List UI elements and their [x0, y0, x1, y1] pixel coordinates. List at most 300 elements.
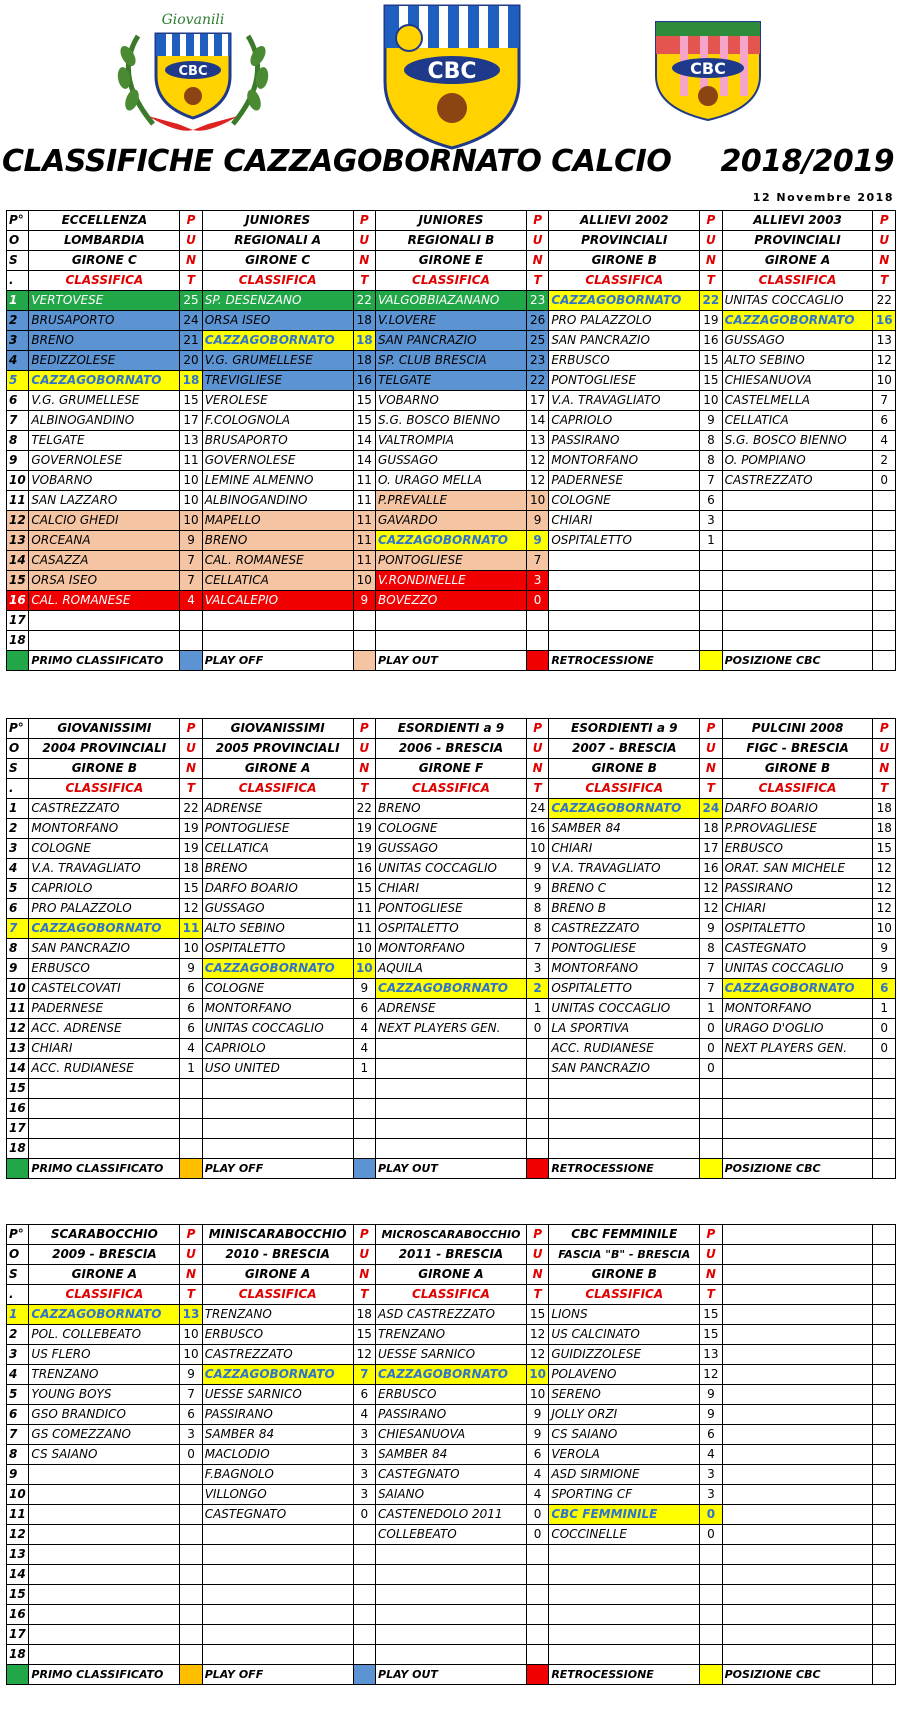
team-name-cell: OSPITALETTO: [376, 919, 527, 939]
position-cell: 10: [7, 979, 29, 999]
points-cell: 22: [526, 371, 548, 391]
team-name-cell: ERBUSCO: [376, 1385, 527, 1405]
points-cell: 9: [873, 939, 896, 959]
table-row: [7, 979, 896, 999]
team-name-cell: SAN PANCRAZIO: [376, 331, 527, 351]
team-name-cell: ERBUSCO: [549, 351, 700, 371]
points-cell: 22: [353, 291, 375, 311]
position-cell: 4: [7, 859, 29, 879]
position-cell: 18: [7, 1139, 29, 1159]
points-cell: [180, 1099, 202, 1119]
table-row: [7, 571, 896, 591]
team-name-cell: CELLATICA: [202, 571, 353, 591]
points-cell: 12: [526, 451, 548, 471]
team-name-cell: [549, 551, 700, 571]
team-name-cell: CAZZAGOBORNATO: [549, 799, 700, 819]
standings-table-1: [6, 210, 896, 671]
team-name-cell: PADERNESE: [29, 999, 180, 1019]
points-cell: 11: [353, 511, 375, 531]
points-cell: [873, 1525, 896, 1545]
points-cell: 18: [180, 859, 202, 879]
team-name-cell: [29, 1505, 180, 1525]
team-name-cell: [29, 1099, 180, 1119]
team-name-cell: [549, 1119, 700, 1139]
header-row: [7, 759, 896, 779]
team-name-cell: [202, 1585, 353, 1605]
team-name-cell: VALCALEPIO: [202, 591, 353, 611]
team-name-cell: [549, 631, 700, 651]
table-row: [7, 1325, 896, 1345]
league-header-cell: [722, 1225, 873, 1245]
table-row: [7, 1585, 896, 1605]
team-name-cell: VILLONGO: [202, 1485, 353, 1505]
team-name-cell: [29, 1079, 180, 1099]
header-index-cell: .: [7, 779, 29, 799]
team-name-cell: P.PROVAGLIESE: [722, 819, 873, 839]
season-label: 2018/2019: [720, 144, 894, 179]
points-cell: 4: [526, 1465, 548, 1485]
points-cell: [353, 1625, 375, 1645]
league-header-cell: REGIONALI B: [376, 231, 527, 251]
points-cell: 4: [700, 1445, 722, 1465]
legend-row: [7, 1665, 896, 1685]
legend-label: POSIZIONE CBC: [722, 651, 873, 671]
points-cell: 7: [180, 551, 202, 571]
points-cell: [180, 1119, 202, 1139]
team-name-cell: BEDIZZOLESE: [29, 351, 180, 371]
points-cell: 3: [700, 1465, 722, 1485]
points-cell: 11: [353, 471, 375, 491]
team-name-cell: [376, 611, 527, 631]
team-name-cell: [549, 1099, 700, 1119]
points-cell: [180, 1465, 202, 1485]
points-cell: 1: [180, 1059, 202, 1079]
points-cell: 18: [353, 311, 375, 331]
team-name-cell: CAZZAGOBORNATO: [29, 371, 180, 391]
position-cell: 12: [7, 1019, 29, 1039]
points-cell: 10: [353, 571, 375, 591]
team-name-cell: [722, 1099, 873, 1119]
team-name-cell: LA SPORTIVA: [549, 1019, 700, 1039]
league-header-cell: GIRONE C: [202, 251, 353, 271]
legend-swatch: [700, 1665, 722, 1685]
table-row: [7, 311, 896, 331]
team-name-cell: ERBUSCO: [29, 959, 180, 979]
table-row: [7, 371, 896, 391]
team-name-cell: ASD CASTREZZATO: [376, 1305, 527, 1325]
header-index-cell: .: [7, 1285, 29, 1305]
legend-swatch: [353, 1665, 375, 1685]
position-cell: 17: [7, 611, 29, 631]
points-cell: 11: [353, 899, 375, 919]
points-header-cell: N: [353, 1265, 375, 1285]
team-name-cell: [376, 1585, 527, 1605]
league-header-cell: GIOVANISSIMI: [29, 719, 180, 739]
points-cell: 9: [180, 1365, 202, 1385]
points-header-cell: U: [700, 739, 722, 759]
points-cell: [700, 1645, 722, 1665]
points-cell: 0: [873, 1039, 896, 1059]
league-header-cell: ECCELLENZA: [29, 211, 180, 231]
points-cell: 0: [700, 1059, 722, 1079]
team-name-cell: GAVARDO: [376, 511, 527, 531]
points-header-cell: P: [353, 211, 375, 231]
points-cell: [353, 1139, 375, 1159]
team-name-cell: [722, 551, 873, 571]
team-name-cell: V.A. TRAVAGLIATO: [549, 391, 700, 411]
team-name-cell: [722, 1345, 873, 1365]
team-name-cell: OSPITALETTO: [202, 939, 353, 959]
points-header-cell: U: [353, 231, 375, 251]
team-name-cell: CHIESANUOVA: [722, 371, 873, 391]
legend-label: RETROCESSIONE: [549, 1159, 700, 1179]
points-cell: [180, 1485, 202, 1505]
team-name-cell: CAL. ROMANESE: [202, 551, 353, 571]
points-header-cell: N: [180, 251, 202, 271]
points-cell: 12: [526, 1325, 548, 1345]
header-row: [7, 1245, 896, 1265]
team-name-cell: [722, 1119, 873, 1139]
cbc-main-logo: [377, 2, 527, 152]
points-cell: 7: [180, 571, 202, 591]
points-cell: [526, 1059, 548, 1079]
team-name-cell: [29, 1605, 180, 1625]
table-row: [7, 1119, 896, 1139]
points-header-cell: P: [180, 1225, 202, 1245]
team-name-cell: [29, 1545, 180, 1565]
points-cell: 0: [526, 591, 548, 611]
points-cell: [180, 631, 202, 651]
team-name-cell: DARFO BOARIO: [722, 799, 873, 819]
points-header-cell: P: [180, 211, 202, 231]
team-name-cell: MONTORFANO: [202, 999, 353, 1019]
table-row: [7, 451, 896, 471]
team-name-cell: CAZZAGOBORNATO: [376, 531, 527, 551]
team-name-cell: MACLODIO: [202, 1445, 353, 1465]
legend-empty-cell: [873, 1665, 896, 1685]
legend-swatch: [700, 1159, 722, 1179]
team-name-cell: COLOGNE: [376, 819, 527, 839]
points-cell: 3: [700, 1485, 722, 1505]
points-cell: 0: [526, 1525, 548, 1545]
position-cell: 5: [7, 371, 29, 391]
legend-label: POSIZIONE CBC: [722, 1665, 873, 1685]
table-row: [7, 1465, 896, 1485]
points-cell: 8: [700, 431, 722, 451]
points-cell: [873, 631, 896, 651]
points-cell: 7: [700, 471, 722, 491]
league-header-cell: GIRONE B: [549, 251, 700, 271]
team-name-cell: V.LOVERE: [376, 311, 527, 331]
legend-label: PRIMO CLASSIFICATO: [29, 1665, 180, 1685]
position-cell: 12: [7, 511, 29, 531]
points-cell: [873, 551, 896, 571]
team-name-cell: COLLEBEATO: [376, 1525, 527, 1545]
team-name-cell: AQUILA: [376, 959, 527, 979]
table-row: [7, 1305, 896, 1325]
league-header-cell: ALLIEVI 2002: [549, 211, 700, 231]
points-cell: [180, 1079, 202, 1099]
points-cell: 19: [180, 819, 202, 839]
league-header-cell: CLASSIFICA: [376, 271, 527, 291]
points-cell: [353, 1605, 375, 1625]
team-name-cell: ADRENSE: [202, 799, 353, 819]
position-cell: 1: [7, 291, 29, 311]
team-name-cell: CAZZAGOBORNATO: [722, 311, 873, 331]
points-cell: [873, 1645, 896, 1665]
team-name-cell: CASTEGNATO: [722, 939, 873, 959]
team-name-cell: [549, 1625, 700, 1645]
points-header-cell: N: [700, 251, 722, 271]
team-name-cell: [376, 1605, 527, 1625]
legend-empty-cell: [873, 1159, 896, 1179]
points-cell: 10: [180, 1345, 202, 1365]
position-cell: 15: [7, 1079, 29, 1099]
league-header-cell: GIRONE F: [376, 759, 527, 779]
points-header-cell: T: [180, 1285, 202, 1305]
team-name-cell: [376, 1039, 527, 1059]
table-row: [7, 411, 896, 431]
team-name-cell: [549, 1079, 700, 1099]
header-row: [7, 251, 896, 271]
points-cell: 15: [180, 879, 202, 899]
points-cell: 24: [700, 799, 722, 819]
team-name-cell: SAMBER 84: [376, 1445, 527, 1465]
points-cell: 6: [526, 1445, 548, 1465]
points-header-cell: N: [353, 759, 375, 779]
points-cell: 21: [180, 331, 202, 351]
team-name-cell: [549, 1585, 700, 1605]
table-row: [7, 1099, 896, 1119]
points-cell: [873, 611, 896, 631]
header-row: [7, 1265, 896, 1285]
points-cell: [873, 1099, 896, 1119]
position-cell: 15: [7, 1585, 29, 1605]
points-cell: [526, 1099, 548, 1119]
points-header-cell: P: [526, 1225, 548, 1245]
left-logo-caption: Giovanili: [161, 12, 225, 28]
points-cell: 9: [700, 411, 722, 431]
points-cell: [526, 1139, 548, 1159]
league-header-cell: [722, 1245, 873, 1265]
team-name-cell: [722, 1425, 873, 1445]
position-cell: 9: [7, 1465, 29, 1485]
points-cell: 6: [700, 1425, 722, 1445]
header-index-cell: P°: [7, 1225, 29, 1245]
table-row: [7, 839, 896, 859]
points-cell: 17: [526, 391, 548, 411]
points-cell: 9: [700, 1405, 722, 1425]
table-row: [7, 351, 896, 371]
header-row: [7, 1285, 896, 1305]
points-cell: [873, 571, 896, 591]
table-row: [7, 939, 896, 959]
legend-swatch: [353, 1159, 375, 1179]
points-cell: 10: [180, 939, 202, 959]
points-cell: 10: [353, 939, 375, 959]
team-name-cell: [202, 1079, 353, 1099]
team-name-cell: UNITAS COCCAGLIO: [722, 959, 873, 979]
team-name-cell: F.COLOGNOLA: [202, 411, 353, 431]
points-header-cell: U: [526, 231, 548, 251]
table-row: [7, 999, 896, 1019]
team-name-cell: [202, 1545, 353, 1565]
points-cell: [873, 1605, 896, 1625]
points-cell: [700, 1625, 722, 1645]
points-cell: 14: [526, 411, 548, 431]
team-name-cell: [722, 571, 873, 591]
points-cell: 0: [526, 1505, 548, 1525]
table-row: [7, 291, 896, 311]
team-name-cell: [376, 1079, 527, 1099]
table-row: [7, 531, 896, 551]
league-header-cell: GIRONE A: [722, 251, 873, 271]
team-name-cell: UNITAS COCCAGLIO: [202, 1019, 353, 1039]
team-name-cell: [376, 1099, 527, 1119]
position-cell: 14: [7, 1565, 29, 1585]
position-cell: 3: [7, 331, 29, 351]
team-name-cell: PASSIRANO: [202, 1405, 353, 1425]
position-cell: 1: [7, 1305, 29, 1325]
team-name-cell: BRENO: [29, 331, 180, 351]
points-cell: [700, 551, 722, 571]
points-header-cell: T: [873, 271, 896, 291]
position-cell: 6: [7, 1405, 29, 1425]
points-cell: [700, 591, 722, 611]
points-cell: [180, 1645, 202, 1665]
header-row: [7, 739, 896, 759]
points-cell: [700, 1119, 722, 1139]
position-cell: 6: [7, 391, 29, 411]
team-name-cell: BRUSAPORTO: [29, 311, 180, 331]
team-name-cell: COLOGNE: [549, 491, 700, 511]
team-name-cell: CAZZAGOBORNATO: [29, 1305, 180, 1325]
team-name-cell: SAIANO: [376, 1485, 527, 1505]
table-row: [7, 591, 896, 611]
position-cell: 13: [7, 1039, 29, 1059]
position-cell: 12: [7, 1525, 29, 1545]
team-name-cell: [376, 1139, 527, 1159]
team-name-cell: CASTENEDOLO 2011: [376, 1505, 527, 1525]
points-cell: 16: [353, 371, 375, 391]
points-cell: 12: [873, 859, 896, 879]
left-logo-badge-text: CBC: [178, 64, 208, 79]
points-cell: 15: [700, 1325, 722, 1345]
points-cell: 12: [873, 879, 896, 899]
points-header-cell: N: [180, 759, 202, 779]
points-cell: 11: [180, 919, 202, 939]
points-cell: 6: [180, 1405, 202, 1425]
points-cell: [353, 1525, 375, 1545]
points-cell: [353, 1079, 375, 1099]
points-cell: [353, 631, 375, 651]
points-cell: 18: [353, 331, 375, 351]
points-header-cell: U: [180, 739, 202, 759]
points-header-cell: P: [353, 1225, 375, 1245]
points-cell: 7: [353, 1365, 375, 1385]
team-name-cell: [549, 1139, 700, 1159]
team-name-cell: [202, 1525, 353, 1545]
points-cell: 1: [700, 999, 722, 1019]
points-cell: 15: [526, 1305, 548, 1325]
league-header-cell: CLASSIFICA: [29, 1285, 180, 1305]
points-cell: 10: [873, 919, 896, 939]
team-name-cell: [549, 571, 700, 591]
points-cell: 13: [700, 1345, 722, 1365]
points-header-cell: N: [700, 759, 722, 779]
points-cell: 9: [180, 959, 202, 979]
points-cell: 12: [700, 899, 722, 919]
points-cell: 13: [873, 331, 896, 351]
points-header-cell: T: [180, 779, 202, 799]
table-row: [7, 1505, 896, 1525]
position-cell: 2: [7, 311, 29, 331]
points-cell: 0: [700, 1525, 722, 1545]
legend-swatch: [526, 1665, 548, 1685]
league-header-cell: 2011 - BRESCIA: [376, 1245, 527, 1265]
points-cell: 19: [353, 839, 375, 859]
league-header-cell: GIRONE C: [29, 251, 180, 271]
points-cell: [353, 1545, 375, 1565]
points-header-cell: [873, 1225, 896, 1245]
team-name-cell: URAGO D'OGLIO: [722, 1019, 873, 1039]
points-cell: 3: [353, 1465, 375, 1485]
team-name-cell: CASTREZZATO: [202, 1345, 353, 1365]
points-header-cell: [873, 1245, 896, 1265]
points-cell: [873, 1385, 896, 1405]
team-name-cell: CAZZAGOBORNATO: [202, 1365, 353, 1385]
points-cell: 9: [526, 1405, 548, 1425]
header-index-cell: P°: [7, 211, 29, 231]
points-cell: 6: [180, 999, 202, 1019]
team-name-cell: [722, 1565, 873, 1585]
points-cell: [180, 1565, 202, 1585]
header-row: [7, 231, 896, 251]
table-row: [7, 1485, 896, 1505]
team-name-cell: O. URAGO MELLA: [376, 471, 527, 491]
main-logo-badge-text: CBC: [427, 59, 477, 84]
league-header-cell: PROVINCIALI: [549, 231, 700, 251]
points-header-cell: P: [700, 211, 722, 231]
team-name-cell: CAL. ROMANESE: [29, 591, 180, 611]
points-cell: [873, 1565, 896, 1585]
team-name-cell: CASTREZZATO: [722, 471, 873, 491]
points-cell: [526, 1605, 548, 1625]
points-cell: [873, 1445, 896, 1465]
team-name-cell: S.G. BOSCO BIENNO: [722, 431, 873, 451]
points-header-cell: N: [180, 1265, 202, 1285]
team-name-cell: SAN PANCRAZIO: [549, 331, 700, 351]
position-cell: 11: [7, 1505, 29, 1525]
points-header-cell: T: [526, 1285, 548, 1305]
points-cell: 14: [353, 431, 375, 451]
team-name-cell: VERTOVESE: [29, 291, 180, 311]
position-cell: 14: [7, 551, 29, 571]
team-name-cell: PONTOGLIESE: [202, 819, 353, 839]
position-cell: 1: [7, 799, 29, 819]
team-name-cell: [722, 611, 873, 631]
league-header-cell: ESORDIENTI a 9: [376, 719, 527, 739]
points-header-cell: T: [700, 271, 722, 291]
points-cell: 17: [180, 411, 202, 431]
table-row: [7, 1645, 896, 1665]
team-name-cell: [722, 1505, 873, 1525]
right-logo-badge-text: CBC: [690, 59, 726, 78]
legend-swatch: [7, 1665, 29, 1685]
team-name-cell: SAN LAZZARO: [29, 491, 180, 511]
points-cell: [526, 1625, 548, 1645]
position-cell: 11: [7, 999, 29, 1019]
